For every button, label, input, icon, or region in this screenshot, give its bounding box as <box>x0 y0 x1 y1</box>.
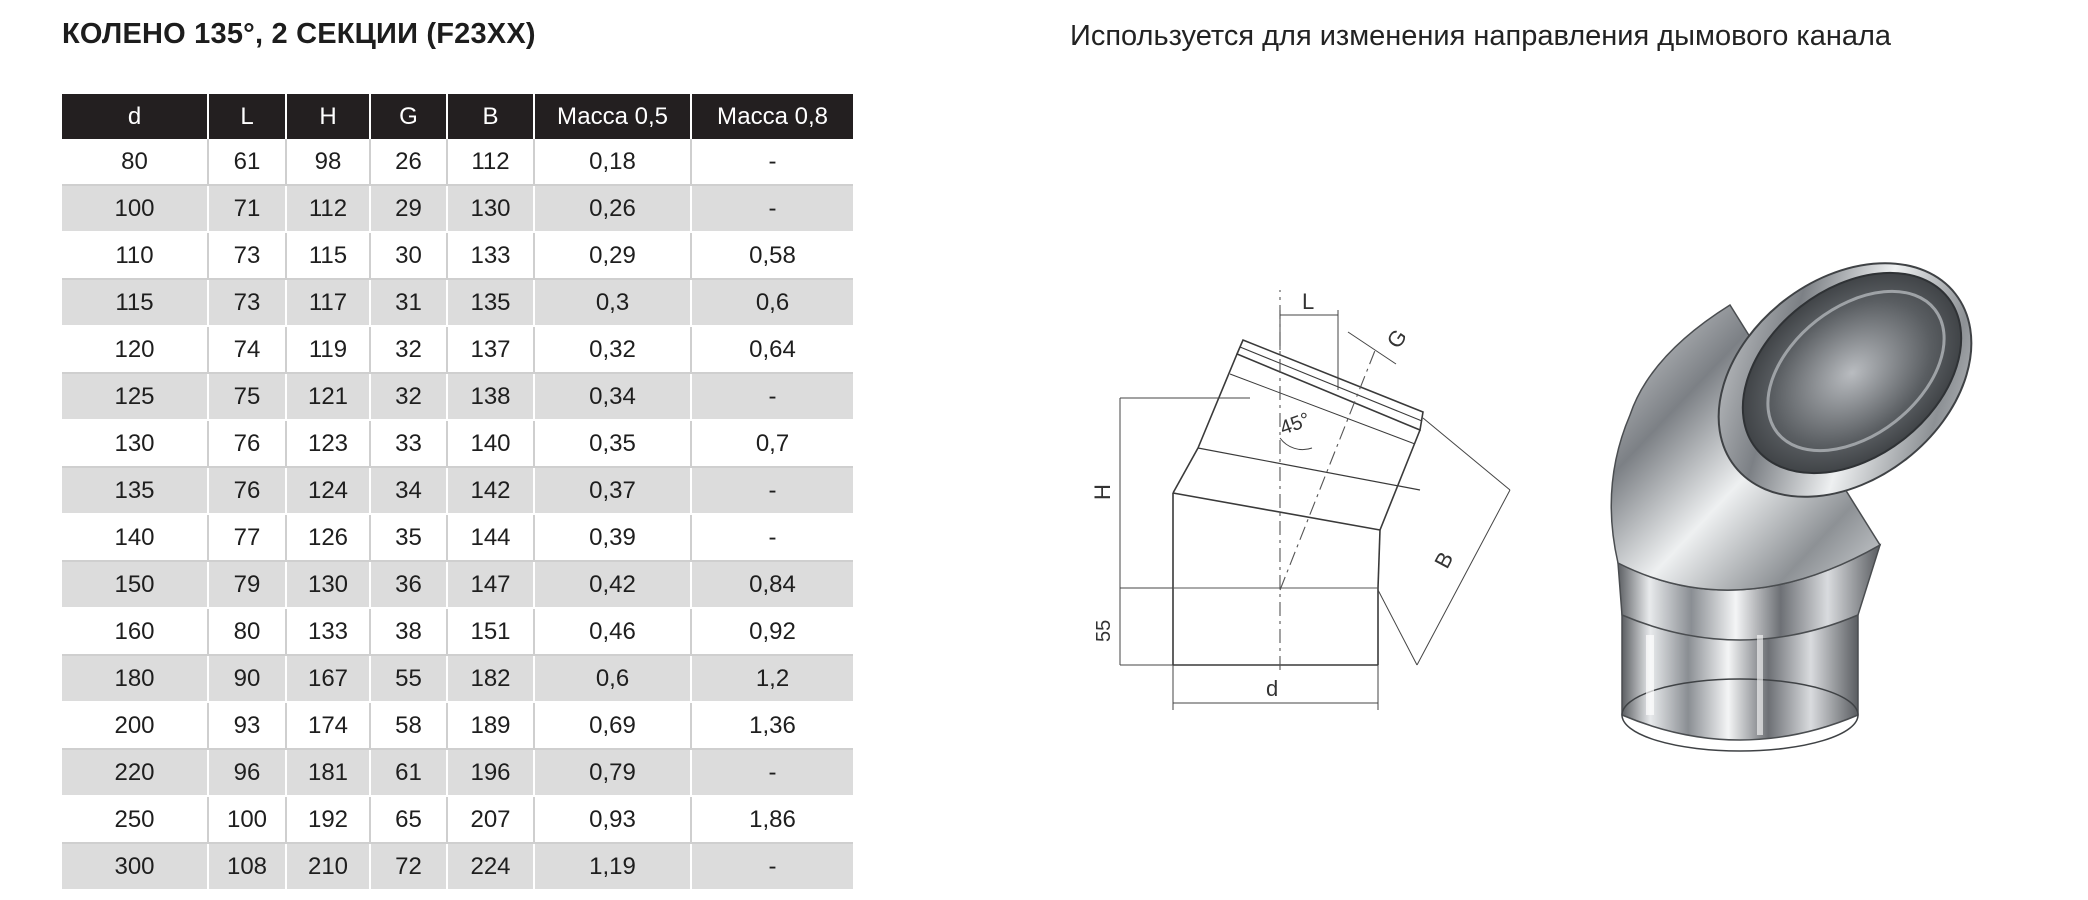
table-cell: 119 <box>286 326 370 373</box>
elbow-product-photo <box>1590 245 2020 785</box>
table-cell: 0,42 <box>534 561 691 608</box>
table-cell: 138 <box>447 373 534 420</box>
table-cell: 108 <box>208 843 286 890</box>
table-cell: 0,46 <box>534 608 691 655</box>
table-cell: 137 <box>447 326 534 373</box>
table-cell: 207 <box>447 796 534 843</box>
table-cell: 0,18 <box>534 139 691 185</box>
table-header-row <box>62 94 853 139</box>
table-cell: 117 <box>286 279 370 326</box>
table-cell: 151 <box>447 608 534 655</box>
table-cell: 100 <box>62 185 208 232</box>
product-description: Используется для изменения направления дымового канала <box>1070 20 1892 52</box>
table-cell: 135 <box>62 467 208 514</box>
table-cell: 0,58 <box>691 232 853 279</box>
table-cell: 124 <box>286 467 370 514</box>
table-cell: 0,39 <box>534 514 691 561</box>
table-cell: 0,37 <box>534 467 691 514</box>
table-row <box>62 420 853 467</box>
table-cell: 115 <box>286 232 370 279</box>
dimensions-table <box>62 94 853 891</box>
table-cell: 130 <box>447 185 534 232</box>
drawing-label-g: G <box>1381 324 1412 353</box>
table-cell: 144 <box>447 514 534 561</box>
table-cell: 71 <box>208 185 286 232</box>
table-cell: 300 <box>62 843 208 890</box>
table-cell: - <box>691 185 853 232</box>
table-cell: 133 <box>447 232 534 279</box>
table-cell: 0,29 <box>534 232 691 279</box>
table-cell: 0,7 <box>691 420 853 467</box>
table-cell: 181 <box>286 749 370 796</box>
table-cell: 121 <box>286 373 370 420</box>
table-cell: 0,79 <box>534 749 691 796</box>
table-cell: 36 <box>370 561 447 608</box>
table-cell: 65 <box>370 796 447 843</box>
table-cell: 33 <box>370 420 447 467</box>
column-header-mass-05: Масса 0,5 <box>534 94 691 139</box>
table-cell: 133 <box>286 608 370 655</box>
table-cell: 250 <box>62 796 208 843</box>
table-cell: 220 <box>62 749 208 796</box>
table-cell: 0,6 <box>691 279 853 326</box>
table-cell: 76 <box>208 467 286 514</box>
table-cell: 192 <box>286 796 370 843</box>
table-cell: - <box>691 514 853 561</box>
table-cell: 0,32 <box>534 326 691 373</box>
table-cell: 135 <box>447 279 534 326</box>
drawing-label-d: d <box>1266 676 1279 701</box>
table-cell: 112 <box>286 185 370 232</box>
table-cell: 0,93 <box>534 796 691 843</box>
table-cell: 0,6 <box>534 655 691 702</box>
table-cell: 90 <box>208 655 286 702</box>
elbow-technical-drawing <box>1080 290 1520 730</box>
table-cell: 1,2 <box>691 655 853 702</box>
drawing-label-l: L <box>1302 290 1315 314</box>
table-cell: 182 <box>447 655 534 702</box>
table-cell: 32 <box>370 326 447 373</box>
table-cell: 29 <box>370 185 447 232</box>
table-cell: 61 <box>208 139 286 185</box>
table-cell: 115 <box>62 279 208 326</box>
table-row <box>62 185 853 232</box>
table-cell: 180 <box>62 655 208 702</box>
table-cell: 30 <box>370 232 447 279</box>
column-header-b: B <box>447 94 534 139</box>
column-header-mass-08: Масса 0,8 <box>691 94 853 139</box>
table-row <box>62 749 853 796</box>
table-cell: 167 <box>286 655 370 702</box>
table-row <box>62 514 853 561</box>
table-row <box>62 655 853 702</box>
table-cell: 80 <box>208 608 286 655</box>
page-title: КОЛЕНО 135°, 2 СЕКЦИИ (F23XX) <box>62 18 536 50</box>
table-cell: 110 <box>62 232 208 279</box>
table-row <box>62 467 853 514</box>
drawing-label-h: H <box>1090 484 1115 500</box>
table-cell: 130 <box>286 561 370 608</box>
table-cell: 58 <box>370 702 447 749</box>
table-cell: 196 <box>447 749 534 796</box>
drawing-label-55: 55 <box>1093 619 1115 642</box>
table-cell: 96 <box>208 749 286 796</box>
table-body <box>62 139 853 890</box>
table-cell: - <box>691 749 853 796</box>
table-cell: 74 <box>208 326 286 373</box>
table-cell: 160 <box>62 608 208 655</box>
table-row <box>62 326 853 373</box>
table-cell: 125 <box>62 373 208 420</box>
table-cell: 80 <box>62 139 208 185</box>
table-cell: 174 <box>286 702 370 749</box>
table-cell: 100 <box>208 796 286 843</box>
table-cell: 210 <box>286 843 370 890</box>
table-cell: 150 <box>62 561 208 608</box>
table-cell: 0,64 <box>691 326 853 373</box>
table-cell: 35 <box>370 514 447 561</box>
table-cell: - <box>691 843 853 890</box>
drawing-label-angle: 45° <box>1277 408 1314 440</box>
table-cell: - <box>691 139 853 185</box>
table-cell: 73 <box>208 232 286 279</box>
drawing-label-b: B <box>1429 547 1459 573</box>
table-row <box>62 561 853 608</box>
table-cell: 31 <box>370 279 447 326</box>
table-cell: 0,84 <box>691 561 853 608</box>
table-cell: 98 <box>286 139 370 185</box>
table-cell: 224 <box>447 843 534 890</box>
table-cell: - <box>691 467 853 514</box>
table-cell: 77 <box>208 514 286 561</box>
table-cell: 76 <box>208 420 286 467</box>
table-row <box>62 232 853 279</box>
table-row <box>62 843 853 890</box>
table-row <box>62 608 853 655</box>
table-cell: 34 <box>370 467 447 514</box>
table-cell: 0,34 <box>534 373 691 420</box>
table-row <box>62 702 853 749</box>
column-header-g: G <box>370 94 447 139</box>
table-cell: 79 <box>208 561 286 608</box>
column-header-l: L <box>208 94 286 139</box>
table-cell: 200 <box>62 702 208 749</box>
table-cell: 1,19 <box>534 843 691 890</box>
table-cell: 75 <box>208 373 286 420</box>
table-row <box>62 373 853 420</box>
table-row <box>62 139 853 185</box>
table-cell: 126 <box>286 514 370 561</box>
table-cell: - <box>691 373 853 420</box>
table-cell: 61 <box>370 749 447 796</box>
table-cell: 55 <box>370 655 447 702</box>
column-header-d: d <box>62 94 208 139</box>
table-cell: 38 <box>370 608 447 655</box>
table-row <box>62 279 853 326</box>
table-cell: 140 <box>62 514 208 561</box>
table-cell: 189 <box>447 702 534 749</box>
table-cell: 1,86 <box>691 796 853 843</box>
table-cell: 26 <box>370 139 447 185</box>
table-cell: 0,69 <box>534 702 691 749</box>
table-cell: 147 <box>447 561 534 608</box>
table-cell: 112 <box>447 139 534 185</box>
table-cell: 73 <box>208 279 286 326</box>
table-cell: 93 <box>208 702 286 749</box>
table-cell: 0,3 <box>534 279 691 326</box>
table-cell: 140 <box>447 420 534 467</box>
table-cell: 1,36 <box>691 702 853 749</box>
table-cell: 0,92 <box>691 608 853 655</box>
table-cell: 32 <box>370 373 447 420</box>
table-row <box>62 796 853 843</box>
column-header-h: H <box>286 94 370 139</box>
table-cell: 0,26 <box>534 185 691 232</box>
table-cell: 72 <box>370 843 447 890</box>
table-cell: 120 <box>62 326 208 373</box>
table-cell: 123 <box>286 420 370 467</box>
table-cell: 142 <box>447 467 534 514</box>
table-cell: 0,35 <box>534 420 691 467</box>
table-cell: 130 <box>62 420 208 467</box>
